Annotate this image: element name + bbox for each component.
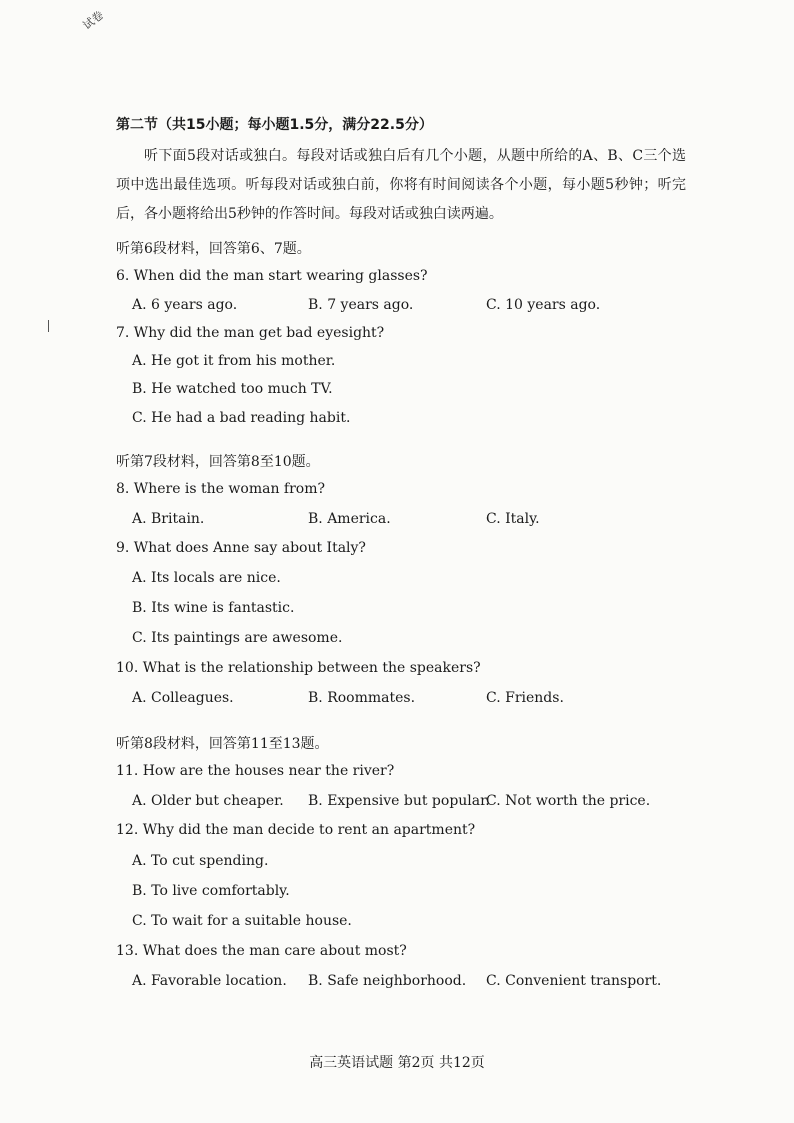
question-7: 7. Why did the man get bad eyesight? bbox=[116, 325, 385, 341]
question-9-option-a: A. Its locals are nice. bbox=[132, 570, 281, 586]
margin-tick bbox=[48, 320, 49, 332]
section-title: 第二节（共15小题；每小题1.5分，满分22.5分） bbox=[116, 117, 433, 133]
question-7-option-c: C. He had a bad reading habit. bbox=[132, 410, 351, 426]
question-10-option-b: B. Roommates. bbox=[308, 690, 416, 706]
question-8-option-c: C. Italy. bbox=[486, 511, 540, 527]
question-11: 11. How are the houses near the river? bbox=[116, 763, 395, 779]
question-12-option-b: B. To live comfortably. bbox=[132, 883, 290, 899]
question-10-option-a: A. Colleagues. bbox=[132, 690, 234, 706]
question-6: 6. When did the man start wearing glasses? bbox=[116, 268, 428, 284]
question-10-option-c: C. Friends. bbox=[486, 690, 564, 706]
question-9: 9. What does Anne say about Italy? bbox=[116, 540, 366, 556]
question-13: 13. What does the man care about most? bbox=[116, 943, 407, 959]
question-6-option-b: B. 7 years ago. bbox=[308, 297, 414, 313]
question-8-option-a: A. Britain. bbox=[132, 511, 205, 527]
question-10: 10. What is the relationship between the speakers? bbox=[116, 660, 481, 676]
question-12-option-c: C. To wait for a suitable house. bbox=[132, 913, 352, 929]
question-9-option-b: B. Its wine is fantastic. bbox=[132, 600, 295, 616]
question-6-option-c: C. 10 years ago. bbox=[486, 297, 601, 313]
question-9-option-c: C. Its paintings are awesome. bbox=[132, 630, 343, 646]
question-11-option-b: B. Expensive but popular. bbox=[308, 793, 490, 809]
group-heading-6-7: 听第6段材料，回答第6、7题。 bbox=[116, 241, 311, 257]
question-13-option-b: B. Safe neighborhood. bbox=[308, 973, 467, 989]
question-11-option-a: A. Older but cheaper. bbox=[132, 793, 284, 809]
corner-stamp: 试卷 bbox=[80, 8, 106, 33]
question-7-option-b: B. He watched too much TV. bbox=[132, 381, 333, 397]
question-12: 12. Why did the man decide to rent an apartment? bbox=[116, 822, 476, 838]
question-8-option-b: B. America. bbox=[308, 511, 391, 527]
question-12-option-a: A. To cut spending. bbox=[132, 853, 269, 869]
section-instructions: 听下面5段对话或独白。每段对话或独白后有几个小题，从题中所给的A、B、C三个选项中选出最佳选项。听每段对话或独白前，你将有时间阅读各个小题，每小题5秒钟；听完后，各小题将给出5秒钟的作答时间。每段对话或独白读两遍。 bbox=[116, 148, 686, 222]
question-7-option-a: A. He got it from his mother. bbox=[132, 353, 336, 369]
question-6-option-a: A. 6 years ago. bbox=[132, 297, 238, 313]
group-heading-8-10: 听第7段材料，回答第8至10题。 bbox=[116, 454, 320, 470]
page-footer: 高三英语试题 第2页 共12页 bbox=[309, 1055, 485, 1071]
question-8: 8. Where is the woman from? bbox=[116, 481, 326, 497]
group-heading-11-13: 听第8段材料，回答第11至13题。 bbox=[116, 736, 329, 752]
question-11-option-c: C. Not worth the price. bbox=[486, 793, 651, 809]
question-13-option-c: C. Convenient transport. bbox=[486, 973, 662, 989]
question-13-option-a: A. Favorable location. bbox=[132, 973, 287, 989]
